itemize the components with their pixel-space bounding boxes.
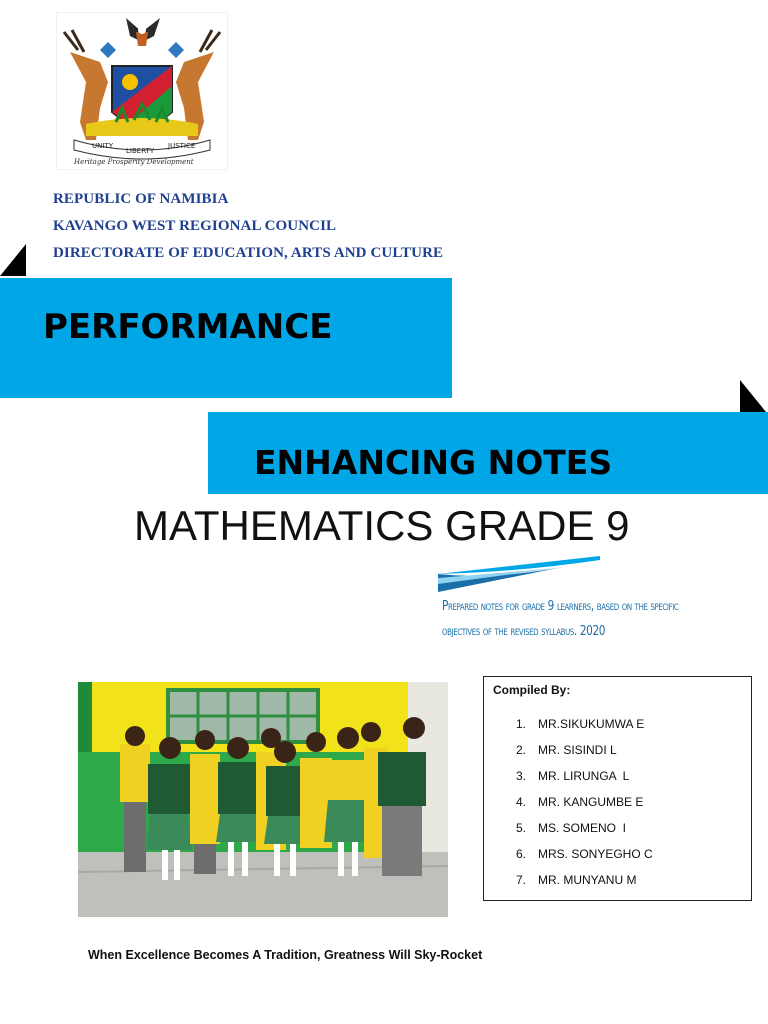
- compiled-by-box: [483, 676, 752, 901]
- list-item: 4. MR. KANGUMBE E: [516, 795, 644, 809]
- subtitle: [442, 594, 762, 644]
- list-item: 1. MR.SIKUKUMWA E: [516, 717, 645, 731]
- swoosh-decoration: [438, 554, 602, 594]
- footer-motto: When Excellence Becomes A Tradition, Greatness Will Sky-Rocket: [88, 948, 483, 962]
- list-item: 7. MR. MUNYANU M: [516, 873, 637, 887]
- scroll-word-unity: UNITY: [92, 142, 113, 150]
- subtitle-line-1: Prepared notes for grade 9 learners, based on the specific: [442, 598, 679, 614]
- triangle-decoration-right: [738, 378, 768, 414]
- header-regional-council: KAVANGO WEST REGIONAL COUNCIL: [53, 218, 337, 234]
- header-directorate: DIRECTORATE OF EDUCATION, ARTS AND CULTURE: [53, 245, 444, 261]
- coat-of-arms-emblem: [56, 12, 228, 170]
- banner-enhancing-notes-text: ENHANCING NOTES: [254, 443, 613, 482]
- list-item: 5. MS. SOMENO I: [516, 821, 627, 835]
- scroll-word-justice: JUSTICE: [168, 142, 196, 150]
- learners-photo: [78, 682, 448, 917]
- list-item: 6. MRS. SONYEGHO C: [516, 847, 653, 861]
- subtitle-line-2: objectives of the revised syllabus. 2020: [442, 623, 606, 639]
- compiled-by-title: Compiled By:: [493, 683, 571, 697]
- page-title: MATHEMATICS GRADE 9: [134, 502, 630, 549]
- triangle-decoration-left: [0, 240, 28, 280]
- scroll-word-liberty: LIBERTY: [126, 147, 155, 155]
- list-item: 2. MR. SISINDI L: [516, 743, 617, 757]
- banner-performance-text: PERFORMANCE: [43, 307, 333, 347]
- coat-motto: Heritage Prosperity Development: [74, 158, 194, 166]
- header-republic: REPUBLIC OF NAMIBIA: [53, 191, 229, 207]
- list-item: 3. MR. LIRUNGA L: [516, 769, 630, 783]
